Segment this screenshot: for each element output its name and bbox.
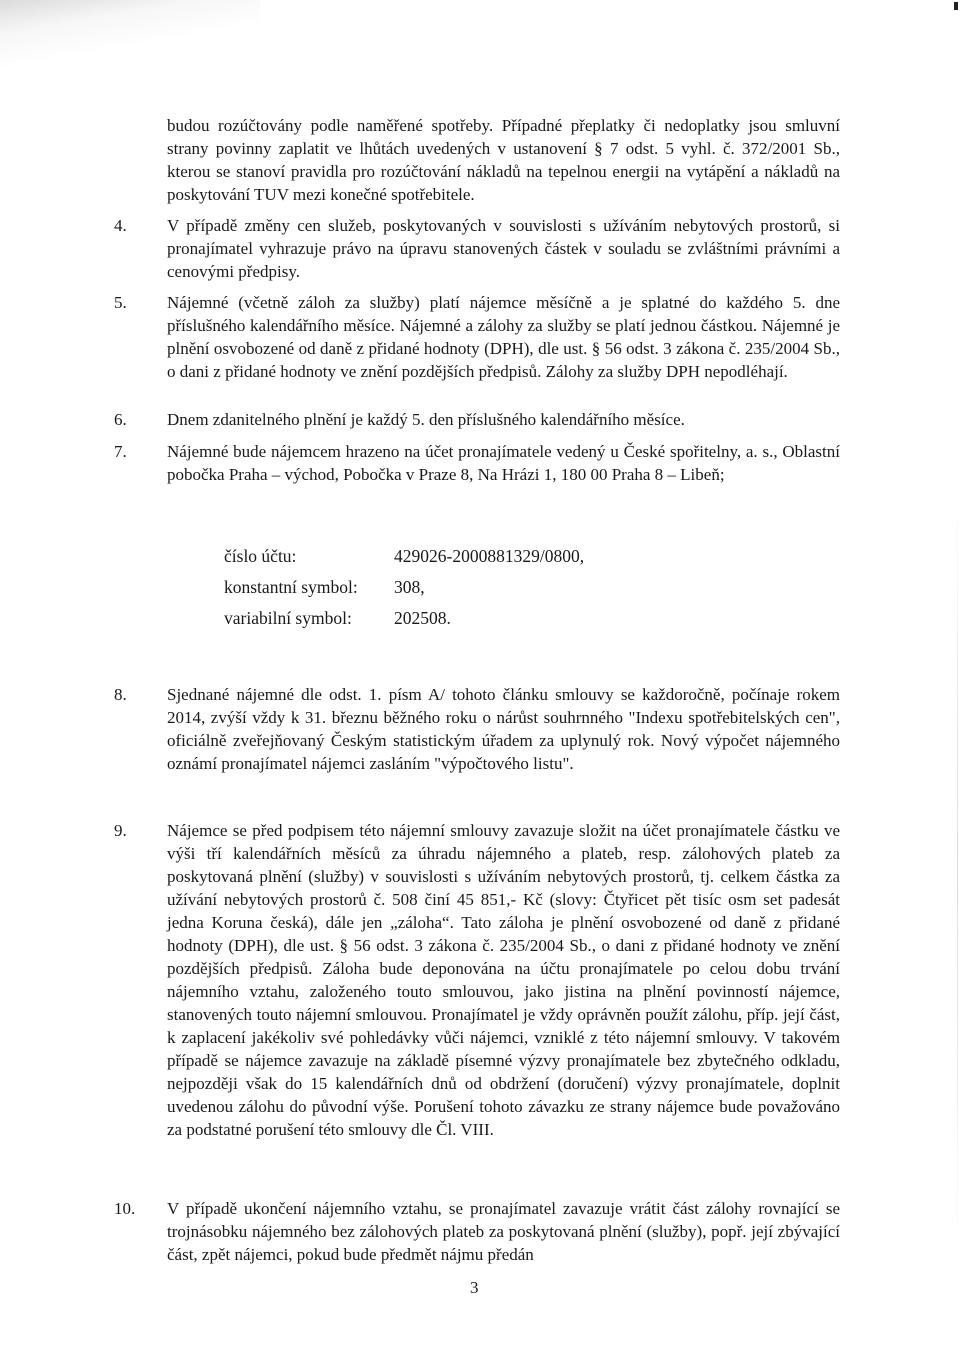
variable-symbol-value: 202508. — [394, 608, 451, 628]
constant-symbol-value: 308, — [394, 577, 425, 597]
item-text-10: V případě ukončení nájemního vztahu, se pronajímatel zavazuje vrátit část zálohy rovnající se trojnásobku nájemného bez zálohových plateb za poskytovaná plnění (služby), popř. její zbývající část, zpět nájemci, pokud bude předmět nájmu předán — [167, 1199, 840, 1264]
item-number-7: 7. — [114, 442, 127, 461]
constant-symbol-label: konstantní symbol: — [224, 577, 358, 597]
item-text-9: Nájemce se před podpisem této nájemní smlouvy zavazuje složit na účet pronajímatele částku ve výši tří kalendářních měsíců za úhradu nájemného a plateb, resp. zálohových plateb za poskytovaná plnění (služby) v souvislosti s užíváním nebytových prostorů, tj. celkem částka za užívání nebytových prostorů č. 508 činí 45 851,- Kč (slovy: Čtyřicet pět tisíc osm set padesát jedna Koruna česká), dále jen „záloha“. Tato záloha je plnění osvobozené od daně z přidané hodnoty (DPH), dle ust. § 56 odst. 3 zákona č. 235/2004 Sb., o dani z přidané hodnoty ve znění pozdějších předpisů. Záloha bude deponována na účtu pronajímatele po celou dobu trvání nájemního vztahu, založeného touto smlouvou, jako jistina na plnění povinností nájemce, stanovených touto nájemní smlouvou. Pronajímatel je vždy oprávněn použít zálohu, příp. její část, k zaplacení jakékoliv své pohledávky vůči nájemci, vzniklé z této nájemní smlouvy. V takovém případě se nájemce zavazuje na základě písemné výzvy pronajímatele bez zbytečného odkladu, nejpozději však do 15 kalendářních dnů od obdržení (doručení) výzvy pronajímatele, doplnit uvedenou zálohu do původní výše. Porušení tohoto závazku ze strany nájemce bude považováno za podstatné porušení této smlouvy dle Čl. VIII. — [167, 821, 840, 1139]
item-number-4: 4. — [114, 216, 127, 235]
intro-paragraph: budou rozúčtovány podle naměřené spotřeby. Případné přeplatky či nedoplatky jsou smluvní strany povinny zaplatit ve lhůtách uvedených v ustanovení § 7 odst. 5 vyhl. č. 372/2001 Sb., kterou se stanoví pravidla pro rozúčtování nákladů na tepelnou energii na vytápění a nákladů na poskytování TUV mezi konečné spotřebitele. — [167, 116, 840, 204]
scan-artifact-corner — [954, 2, 958, 10]
item-text-4: V případě změny cen služeb, poskytovaných v souvislosti s užíváním nebytových prostorů, si pronajímatel vyhrazuje právo na úpravu stanovených částek v souladu se zvláštními právními a cenovými předpisy. — [167, 216, 840, 281]
item-number-10: 10. — [114, 1199, 136, 1218]
item-text-6: Dnem zdanitelného plnění je každý 5. den příslušného kalendářního měsíce. — [167, 410, 685, 429]
variable-symbol-label: variabilní symbol: — [224, 608, 352, 628]
item-text-8: Sjednané nájemné dle odst. 1. písm A/ tohoto článku smlouvy se každoročně, počínaje rokem 2014, zvýší vždy k 31. březnu běžného roku o nárůst souhrnného "Indexu spotřebitelských cen", oficiálně zveřejňovaný Českým statistickým úřadem za uplynulý rok. Nový výpočet nájemného oznámí pronajímatel nájemci zasláním "výpočtového listu". — [167, 685, 840, 773]
item-text-5: Nájemné (včetně záloh za služby) platí nájemce měsíčně a je splatné do každého 5. dne příslušného kalendářního měsíce. Nájemné a zálohy za služby se platí jednou částkou. Nájemné je plnění osvobozené od daně z přidané hodnoty (DPH), dle ust. § 56 odst. 3 zákona č. 235/2004 Sb., o dani z přidané hodnoty ve znění pozdějších předpisů. Zálohy za služby DPH nepodléhají. — [167, 293, 840, 381]
item-number-8: 8. — [114, 685, 127, 704]
scan-artifact-edge — [957, 480, 958, 1260]
item-text-7: Nájemné bude nájemcem hrazeno na účet pronajímatele vedený u České spořitelny, a. s., Oblastní pobočka Praha – východ, Pobočka v Praze 8, Na Hrázi 1, 180 00 Praha 8 – Libeň; — [167, 442, 840, 484]
item-number-9: 9. — [114, 821, 127, 840]
page-number: 3 — [470, 1278, 479, 1297]
account-number-label: číslo účtu: — [224, 546, 297, 566]
item-number-6: 6. — [114, 410, 127, 429]
scan-artifact — [0, 0, 260, 70]
item-number-5: 5. — [114, 293, 127, 312]
account-number-value: 429026-2000881329/0800, — [394, 546, 585, 566]
